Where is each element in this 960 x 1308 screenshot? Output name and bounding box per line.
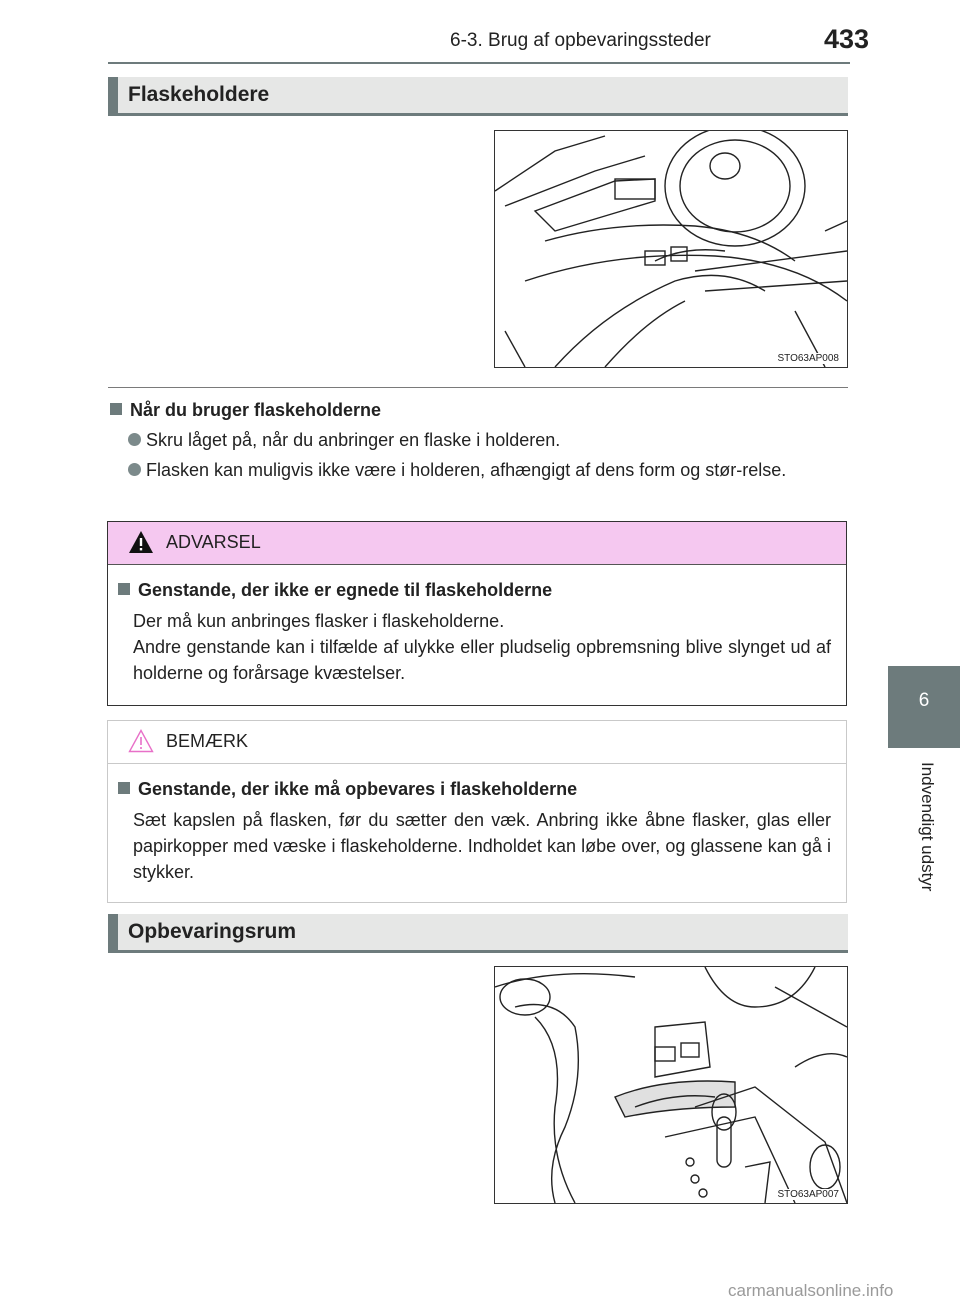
section-header-storage [108, 914, 848, 953]
square-bullet-icon [118, 782, 130, 794]
list-item-text: Skru låget på, når du anbringer en flaske i holderen. [146, 430, 561, 450]
bullet-dot-icon [128, 463, 141, 476]
storage-compartment-illustration-icon [495, 967, 847, 1203]
warning-line: Der må kun anbringes flasker i flaskeholderne. [133, 611, 505, 631]
section-title: Opbevaringsrum [128, 920, 297, 943]
warning-label: ADVARSEL [166, 532, 261, 552]
notice-subheading [118, 779, 577, 800]
header-section-title: 6-3. Brug af opbevaringssteder [450, 30, 711, 51]
warning-header [108, 522, 846, 565]
square-bullet-icon [118, 583, 130, 595]
notice-text: Sæt kapslen på flasken, før du sætter den væk. Anbring ikke åbne flasker, glas eller papirkopper med væske i flaskeholderne. Indholdet kan løbe over, og glassene kan gå i stykker. [133, 810, 831, 882]
notice-box [107, 720, 847, 903]
header-divider [108, 62, 850, 64]
warning-line: Andre genstande kan i tilfælde af ulykke eller pludselig opbremsning blive slynget ud af holderne og forårsage kvæstelser. [133, 637, 831, 683]
figure-storage-compartment [494, 966, 848, 1204]
notice-label: BEMÆRK [166, 731, 249, 751]
usage-heading-text: Når du bruger flaskeholderne [130, 400, 382, 420]
section-accent [108, 77, 118, 113]
list-item [128, 426, 846, 454]
chapter-title: Indvendigt udstyr [918, 762, 937, 892]
notice-header [108, 721, 846, 764]
watermark[interactable]: carmanualsonline.info [728, 1281, 894, 1300]
bullet-dot-icon [128, 433, 141, 446]
figure-bottle-holders [494, 130, 848, 368]
caution-triangle-outline-icon [128, 729, 154, 753]
list-item [128, 456, 846, 484]
warning-subheading [118, 580, 552, 601]
section-accent [108, 914, 118, 950]
figure-code: STO63AP007 [777, 1189, 839, 1200]
usage-heading [110, 400, 381, 421]
figure-code: STO63AP008 [777, 353, 839, 364]
bottle-holder-illustration-icon [495, 131, 847, 367]
list-item-text: Flasken kan muligvis ikke være i holderen, afhængigt af dens form og stør-relse. [146, 460, 787, 480]
section-header-bottle-holders [108, 77, 848, 116]
warning-triangle-icon [128, 530, 154, 554]
warning-subheading-text: Genstande, der ikke er egnede til flaskeholderne [138, 580, 553, 600]
page-number: 433 [824, 24, 870, 54]
notice-subheading-text: Genstande, der ikke må opbevares i flaskeholderne [138, 779, 578, 799]
square-bullet-icon [110, 403, 122, 415]
section-title: Flaskeholdere [128, 83, 270, 106]
warning-box [107, 521, 847, 706]
divider [108, 387, 848, 388]
chapter-number: 6 [918, 690, 930, 711]
warning-text [133, 608, 831, 686]
